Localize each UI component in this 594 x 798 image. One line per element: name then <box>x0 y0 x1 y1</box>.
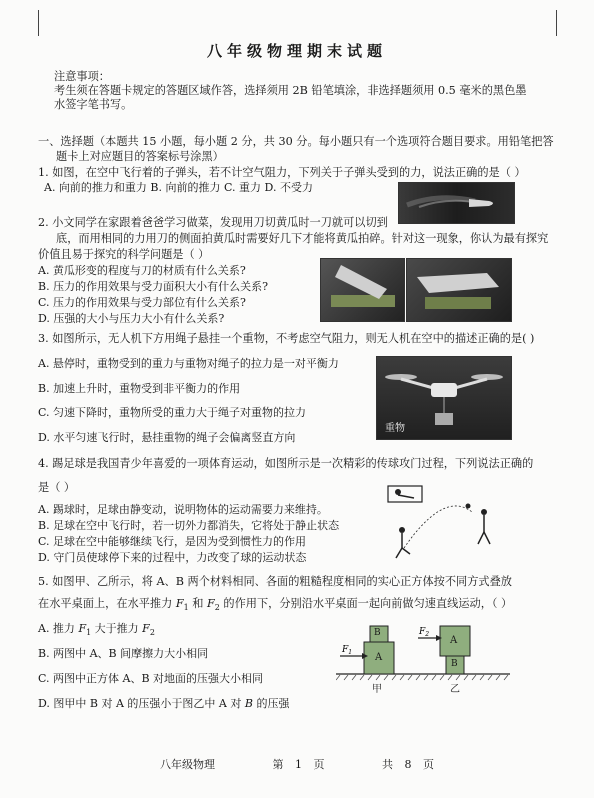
q5-option-a: A. 推力 $F_1$ 大于推力 $F_2$ <box>38 622 155 638</box>
q5-line-1: 5. 如图甲、乙所示，将 A、B 两个材料相同、各面的粗糙程度相同的实心正方体按不同方式叠放 <box>38 575 512 588</box>
f1-arrow-label: $F_1$ <box>342 645 353 656</box>
footer-page: 第 1 页 <box>272 758 325 771</box>
q1-stem: 1. 如图，在空中飞行着的子弹头，若不计空气阻力，下列关于子弹头受到的力，说法正确的是（ ） <box>38 166 526 179</box>
q5-option-c: C. 两图中正方体 A、B 对地面的压强大小相同 <box>38 672 264 685</box>
q4-option-c: C. 足球在空中能够继续飞行，是因为受到惯性力的作用 <box>38 535 307 548</box>
q5-line-2 <box>38 597 512 615</box>
q2-option-d: D. 压强的大小与压力大小有什么关系? <box>38 312 225 325</box>
q5-line-2-mid: 和 <box>188 597 207 610</box>
q1-options: A. 向前的推力和重力 B. 向前的推力 C. 重力 D. 不受力 <box>44 181 313 194</box>
q5-line-2-pre: 在水平桌面上，在水平推力 <box>38 597 176 610</box>
label-jia: 甲 <box>372 684 382 695</box>
knife-cutting-photo <box>320 258 405 322</box>
footer-total: 共 8 页 <box>381 758 434 771</box>
section-heading-line-2: 题卡上对应题目的答案标号涂黑） <box>56 150 224 163</box>
footer-subject: 八年级物理 <box>160 758 216 771</box>
q2-line-1: 2. 小文同学在家跟着爸爸学习做菜，发现用刀切黄瓜时一刀就可以切到 <box>38 216 388 229</box>
bullet-icon <box>399 183 514 223</box>
q4-option-b: B. 足球在空中飞行时，若一切外力都消失，它将处于静止状态 <box>38 519 340 532</box>
notice-line-2: 水签字笔书写。 <box>54 98 133 111</box>
soccer-diagram <box>384 480 510 566</box>
q3-option-b: B. 加速上升时，重物受到非平衡力的作用 <box>38 382 241 395</box>
drone-photo-label: 重物 <box>385 423 405 434</box>
block-a-yi: A <box>450 635 458 646</box>
q2-option-a: A. 黄瓜形变的程度与刀的材质有什么关系? <box>38 264 246 277</box>
notice-line-1: 考生须在答题卡规定的答题区域作答，选择须用 2B 铅笔填涂，非选择题须用 0.5 毫米的黑色墨 <box>54 84 527 97</box>
q2-option-b: B. 压力的作用效果与受力面积大小有什么关系? <box>38 280 268 293</box>
q4-line-1: 4. 踢足球是我国青少年喜爱的一项体育运动，如图所示是一次精彩的传球攻门过程，下列说法正确的 <box>38 457 534 470</box>
f2-arrow-label: $F_2$ <box>419 627 430 638</box>
page-title: 八年级物理期末试题 <box>206 42 387 60</box>
q4-line-2: 是（ ） <box>38 481 76 494</box>
knife-icon <box>321 259 404 321</box>
label-yi: 乙 <box>450 684 460 695</box>
q3-stem: 3. 如图所示，无人机下方用绳子悬挂一个重物，不考虑空气阻力，则无人机在空中的描述正确的是( ) <box>38 332 535 345</box>
q2-line-2: 底，而用相同的力用刀的侧面拍黄瓜时需要好几下才能将黄瓜拍碎。针对这一现象，你认为最有探究 <box>56 232 549 245</box>
q5-option-b: B. 两图中 A、B 间摩擦力大小相同 <box>38 647 209 660</box>
blocks-diagram-svg <box>336 622 510 682</box>
f1-symbol: F <box>175 597 184 610</box>
blocks-diagram <box>336 622 510 695</box>
q3-option-d: D. 水平匀速飞行时，悬挂重物的绳子会偏离竖直方向 <box>38 431 296 444</box>
block-a-jia: A <box>375 652 383 663</box>
q5-line-2-post: 的作用下，分别沿水平桌面一起向前做匀速直线运动，（ ） <box>219 597 513 610</box>
q4-option-d: D. 守门员使球停下来的过程中，力改变了球的运动状态 <box>38 551 307 564</box>
section-heading-line-1: 一、选择题（本题共 15 小题，每小题 2 分，共 30 分。每小题只有一个选项符合题目要求。用铅笔把答 <box>38 135 554 148</box>
q3-option-c: C. 匀速下降时，重物所受的重力大于绳子对重物的拉力 <box>38 406 307 419</box>
soccer-pass-icon <box>384 480 510 566</box>
q4-option-a: A. 踢球时，足球由静变动，说明物体的运动需要力来维持。 <box>38 503 328 516</box>
knife-flat-icon <box>407 259 511 321</box>
q2-option-c: C. 压力的作用效果与受力部位有什么关系? <box>38 296 246 309</box>
block-b-jia: B <box>374 628 381 638</box>
drone-photo <box>376 356 512 440</box>
knife-patting-photo <box>406 258 512 322</box>
block-b-yi: B <box>451 659 458 669</box>
q2-line-3: 价值且易于探究的科学问题是（ ） <box>38 248 210 261</box>
f2-subscript: 2 <box>214 603 220 613</box>
q3-option-a: A. 悬停时，重物受到的重力与重物对绳子的拉力是一对平衡力 <box>38 357 339 370</box>
page-footer <box>0 756 594 772</box>
f2-symbol: F <box>206 597 215 610</box>
bullet-photo <box>398 182 515 224</box>
f1-subscript: 1 <box>183 603 189 613</box>
notice-heading: 注意事项： <box>54 70 110 83</box>
q5-option-d: D. 图甲中 B 对 A 的压强小于图乙中 A 对 B 的压强 <box>38 697 290 710</box>
